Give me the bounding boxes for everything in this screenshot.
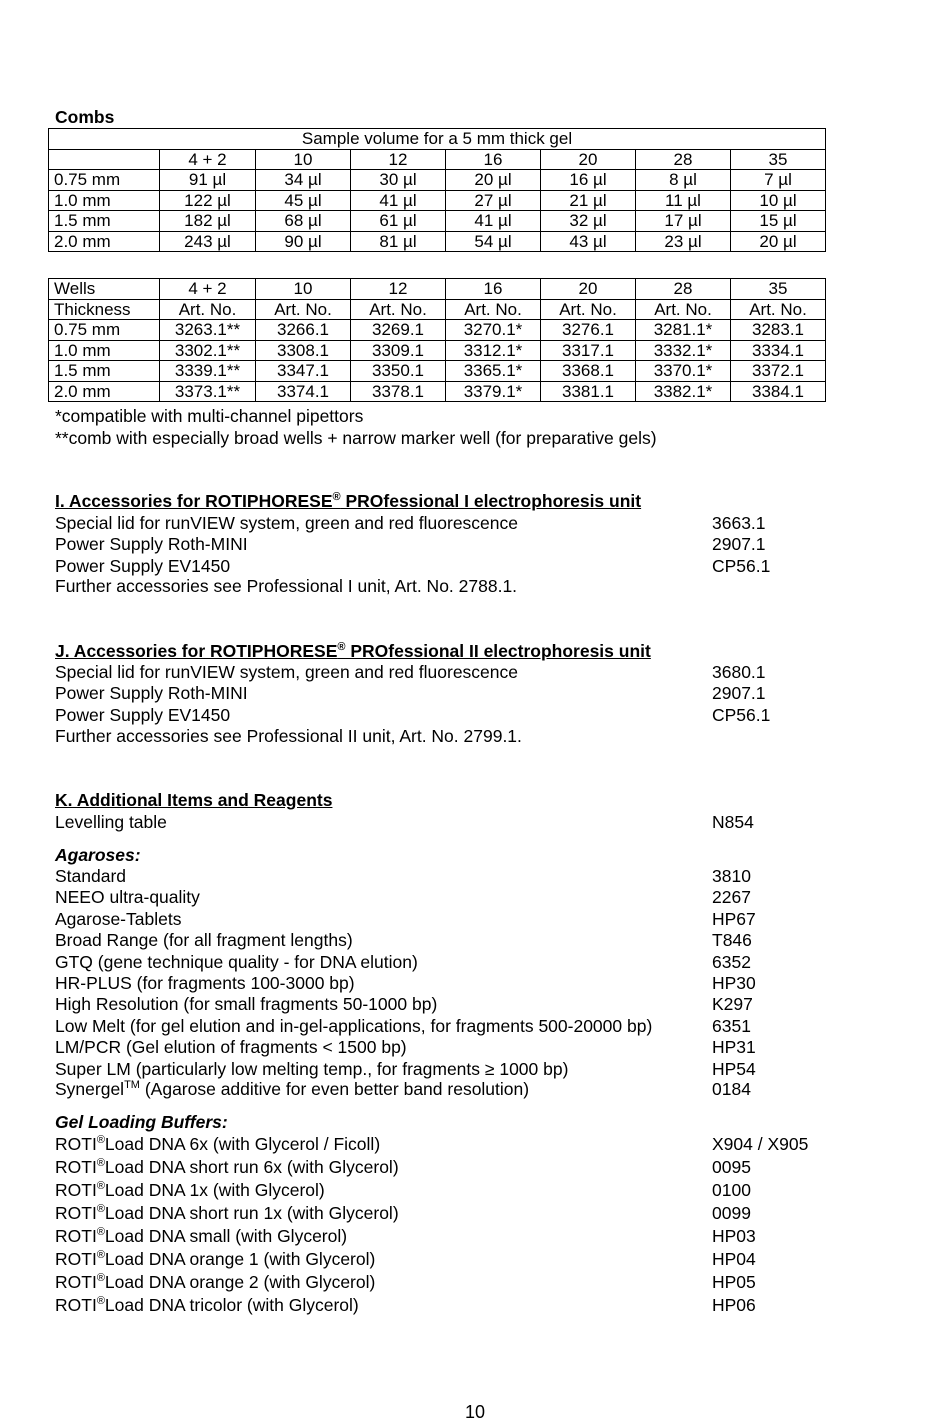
table-cell: 3372.1 <box>731 361 826 382</box>
list-item-code: 3680.1 <box>712 662 766 682</box>
list-item-label: ROTI®Load DNA orange 1 (with Glycerol) <box>55 1249 376 1269</box>
table-cell: 15 µl <box>731 211 826 232</box>
list-item-code: 0099 <box>712 1203 751 1223</box>
table-cell: 3312.1* <box>446 340 541 361</box>
list-item-code: N854 <box>712 812 754 832</box>
list-item-label: Power Supply Roth-MINI <box>55 534 248 555</box>
table-cell: 32 µl <box>541 211 636 232</box>
list-item-label: Special lid for runVIEW system, green and red fluorescence <box>55 513 518 533</box>
list-item-label: NEEO ultra-quality <box>55 887 200 908</box>
combs-heading: Combs <box>55 107 115 127</box>
list-item-label: LM/PCR (Gel elution of fragments < 1500 bp) <box>55 1037 407 1058</box>
table-row <box>49 149 826 170</box>
table-cell: 21 µl <box>541 190 636 211</box>
footnote-broad-wells: **comb with especially broad wells + narrow marker well (for preparative gels) <box>55 428 657 448</box>
table-cell: 2.0 mm <box>49 381 160 402</box>
list-item-code: 3810 <box>712 866 751 886</box>
table-cell: 16 µl <box>541 170 636 191</box>
table-cell: 11 µl <box>636 190 731 211</box>
agaroses-heading: Agaroses: <box>55 845 141 865</box>
table-cell: 0.75 mm <box>49 170 160 191</box>
table-cell: 28 <box>636 279 731 300</box>
table-cell: 20 <box>541 279 636 300</box>
list-item-code: HP06 <box>712 1295 756 1315</box>
list-item-label: GTQ (gene technique quality - for DNA elution) <box>55 951 418 972</box>
table-cell: 61 µl <box>351 211 446 232</box>
table-cell: 3368.1 <box>541 361 636 382</box>
list-item-label: Special lid for runVIEW system, green and red fluorescence <box>55 662 518 682</box>
table-cell: 0.75 mm <box>49 320 160 341</box>
table-row <box>49 299 826 320</box>
list-item-code: HP54 <box>712 1058 756 1079</box>
table-cell: 20 <box>541 149 636 170</box>
list-item-label: Levelling table <box>55 812 167 832</box>
table-cell: 35 <box>731 279 826 300</box>
table-cell: 3374.1 <box>256 381 351 402</box>
table-cell: 3365.1* <box>446 361 541 382</box>
table-cell: 28 <box>636 149 731 170</box>
list-item-label: Broad Range (for all fragment lengths) <box>55 930 353 951</box>
list-item-label: Low Melt (for gel elution and in-gel-applications, for fragments 500-20000 bp) <box>55 1015 653 1036</box>
table-cell: 10 <box>256 149 351 170</box>
table-cell: 7 µl <box>731 170 826 191</box>
list-item-label: Agarose-Tablets <box>55 908 182 929</box>
article-number-table <box>48 278 826 402</box>
table-cell: Art. No. <box>636 299 731 320</box>
table-cell: 27 µl <box>446 190 541 211</box>
table-row <box>49 190 826 211</box>
list-item-label: ROTI®Load DNA orange 2 (with Glycerol) <box>55 1272 376 1292</box>
footnote-multichannel: *compatible with multi-channel pipettors <box>55 406 364 426</box>
list-item-code: CP56.1 <box>712 704 771 725</box>
list-item-code: HP30 <box>712 973 756 993</box>
table-cell <box>49 149 160 170</box>
list-item-code: HP04 <box>712 1249 756 1269</box>
table-cell: 3266.1 <box>256 320 351 341</box>
table-cell: 68 µl <box>256 211 351 232</box>
table-row <box>49 231 826 252</box>
list-item-label: Power Supply EV1450 <box>55 555 231 576</box>
table-cell: 3309.1 <box>351 340 446 361</box>
list-item-label: ROTI®Load DNA short run 1x (with Glycerol) <box>55 1203 399 1223</box>
table-cell: 90 µl <box>256 231 351 252</box>
list-item-code: K297 <box>712 994 753 1015</box>
list-item-code: 0095 <box>712 1157 751 1177</box>
list-item-code: X904 / X905 <box>712 1134 809 1154</box>
section-j-title: J. Accessories for ROTIPHORESE® PROfessional II electrophoresis unit <box>55 641 651 661</box>
table-row <box>49 340 826 361</box>
table-cell: 12 <box>351 279 446 300</box>
table-cell: 3339.1** <box>160 361 256 382</box>
table-cell: 3381.1 <box>541 381 636 402</box>
table-cell: 35 <box>731 149 826 170</box>
table-cell: 3373.1** <box>160 381 256 402</box>
table-cell: 3263.1** <box>160 320 256 341</box>
list-item-label: Power Supply Roth-MINI <box>55 683 248 704</box>
table-cell: 1.5 mm <box>49 361 160 382</box>
table-cell: 3283.1 <box>731 320 826 341</box>
table-cell: 1.0 mm <box>49 190 160 211</box>
list-item-code: 0100 <box>712 1180 751 1200</box>
table-cell: Thickness <box>49 299 160 320</box>
table-row <box>49 170 826 191</box>
list-item-label: ROTI®Load DNA 6x (with Glycerol / Ficoll) <box>55 1134 381 1154</box>
table-cell: 8 µl <box>636 170 731 191</box>
table-cell: 20 µl <box>731 231 826 252</box>
table-cell: 12 <box>351 149 446 170</box>
table-row <box>49 211 826 232</box>
table-cell: 3269.1 <box>351 320 446 341</box>
list-item-code: HP05 <box>712 1272 756 1292</box>
table-cell: 3302.1** <box>160 340 256 361</box>
list-item-code: 2267 <box>712 887 751 908</box>
table-caption: Sample volume for a 5 mm thick gel <box>49 129 826 150</box>
list-item-code: 0184 <box>712 1079 751 1099</box>
table-cell: 1.5 mm <box>49 211 160 232</box>
list-item-label: High Resolution (for small fragments 50-1000 bp) <box>55 994 438 1015</box>
list-item-label: Power Supply EV1450 <box>55 704 231 725</box>
table-cell: 10 µl <box>731 190 826 211</box>
table-cell: Art. No. <box>731 299 826 320</box>
table-cell: 3347.1 <box>256 361 351 382</box>
table-cell: 1.0 mm <box>49 340 160 361</box>
table-cell: 23 µl <box>636 231 731 252</box>
table-cell: 10 <box>256 279 351 300</box>
section-i-title: I. Accessories for ROTIPHORESE® PROfessional I electrophoresis unit <box>55 491 642 511</box>
list-item-label: ROTI®Load DNA 1x (with Glycerol) <box>55 1180 325 1200</box>
table-cell: 3332.1* <box>636 340 731 361</box>
list-item-code: 6352 <box>712 951 751 972</box>
table-cell: Art. No. <box>541 299 636 320</box>
table-cell: 3378.1 <box>351 381 446 402</box>
table-cell: Art. No. <box>446 299 541 320</box>
list-item-code: HP31 <box>712 1037 756 1058</box>
table-cell: 91 µl <box>160 170 256 191</box>
table-cell: 16 <box>446 279 541 300</box>
table-cell: 30 µl <box>351 170 446 191</box>
table-cell: 3281.1* <box>636 320 731 341</box>
table-cell: 45 µl <box>256 190 351 211</box>
table-cell: 3334.1 <box>731 340 826 361</box>
table-cell: 3382.1* <box>636 381 731 402</box>
table-cell: 16 <box>446 149 541 170</box>
table-cell: 20 µl <box>446 170 541 191</box>
list-item-label: ROTI®Load DNA small (with Glycerol) <box>55 1226 348 1246</box>
table-row <box>49 381 826 402</box>
list-item-code: HP67 <box>712 908 756 929</box>
table-cell: 17 µl <box>636 211 731 232</box>
list-item-code: 6351 <box>712 1015 751 1036</box>
list-item-code: CP56.1 <box>712 555 771 576</box>
list-item-code: HP03 <box>712 1226 756 1246</box>
list-item-label: Standard <box>55 866 127 886</box>
table-cell: 4 + 2 <box>160 149 256 170</box>
list-item-label: ROTI®Load DNA tricolor (with Glycerol) <box>55 1295 359 1315</box>
table-cell: 41 µl <box>351 190 446 211</box>
table-row <box>49 361 826 382</box>
table-cell: Art. No. <box>351 299 446 320</box>
table-cell: 243 µl <box>160 231 256 252</box>
section-k-title: K. Additional Items and Reagents <box>55 790 333 810</box>
table-cell: 2.0 mm <box>49 231 160 252</box>
gel-loading-buffers-heading: Gel Loading Buffers: <box>55 1112 228 1132</box>
list-item-label: ROTI®Load DNA short run 6x (with Glycerol) <box>55 1157 399 1177</box>
list-item-code: 2907.1 <box>712 534 766 555</box>
table-cell: Wells <box>49 279 160 300</box>
table-cell: Art. No. <box>160 299 256 320</box>
table-cell: 4 + 2 <box>160 279 256 300</box>
table-cell: 43 µl <box>541 231 636 252</box>
table-cell: 3270.1* <box>446 320 541 341</box>
table-row <box>49 279 826 300</box>
table-cell: 3379.1* <box>446 381 541 402</box>
section-i-note: Further accessories see Professional I unit, Art. No. 2788.1. <box>55 576 518 596</box>
section-j-note: Further accessories see Professional II unit, Art. No. 2799.1. <box>55 726 522 746</box>
list-item-label: Synergel™ (Agarose additive for even better band resolution) <box>55 1079 530 1099</box>
table-cell: 34 µl <box>256 170 351 191</box>
table-cell: 3350.1 <box>351 361 446 382</box>
table-cell: 122 µl <box>160 190 256 211</box>
table-cell: Art. No. <box>256 299 351 320</box>
list-item-label: HR-PLUS (for fragments 100-3000 bp) <box>55 973 355 993</box>
list-item-code: T846 <box>712 930 752 951</box>
table-cell: 41 µl <box>446 211 541 232</box>
table-cell: 81 µl <box>351 231 446 252</box>
sample-volume-table <box>48 128 826 252</box>
table-cell: 3308.1 <box>256 340 351 361</box>
table-cell: 3370.1* <box>636 361 731 382</box>
table-cell: 3384.1 <box>731 381 826 402</box>
list-item-label: Super LM (particularly low melting temp., for fragments ≥ 1000 bp) <box>55 1058 569 1079</box>
table-cell: 54 µl <box>446 231 541 252</box>
list-item-code: 3663.1 <box>712 513 766 533</box>
page-number: 10 <box>464 1402 486 1422</box>
table-cell: 3317.1 <box>541 340 636 361</box>
table-caption-row <box>49 129 826 150</box>
table-cell: 3276.1 <box>541 320 636 341</box>
table-cell: 182 µl <box>160 211 256 232</box>
list-item-code: 2907.1 <box>712 683 766 704</box>
table-row <box>49 320 826 341</box>
